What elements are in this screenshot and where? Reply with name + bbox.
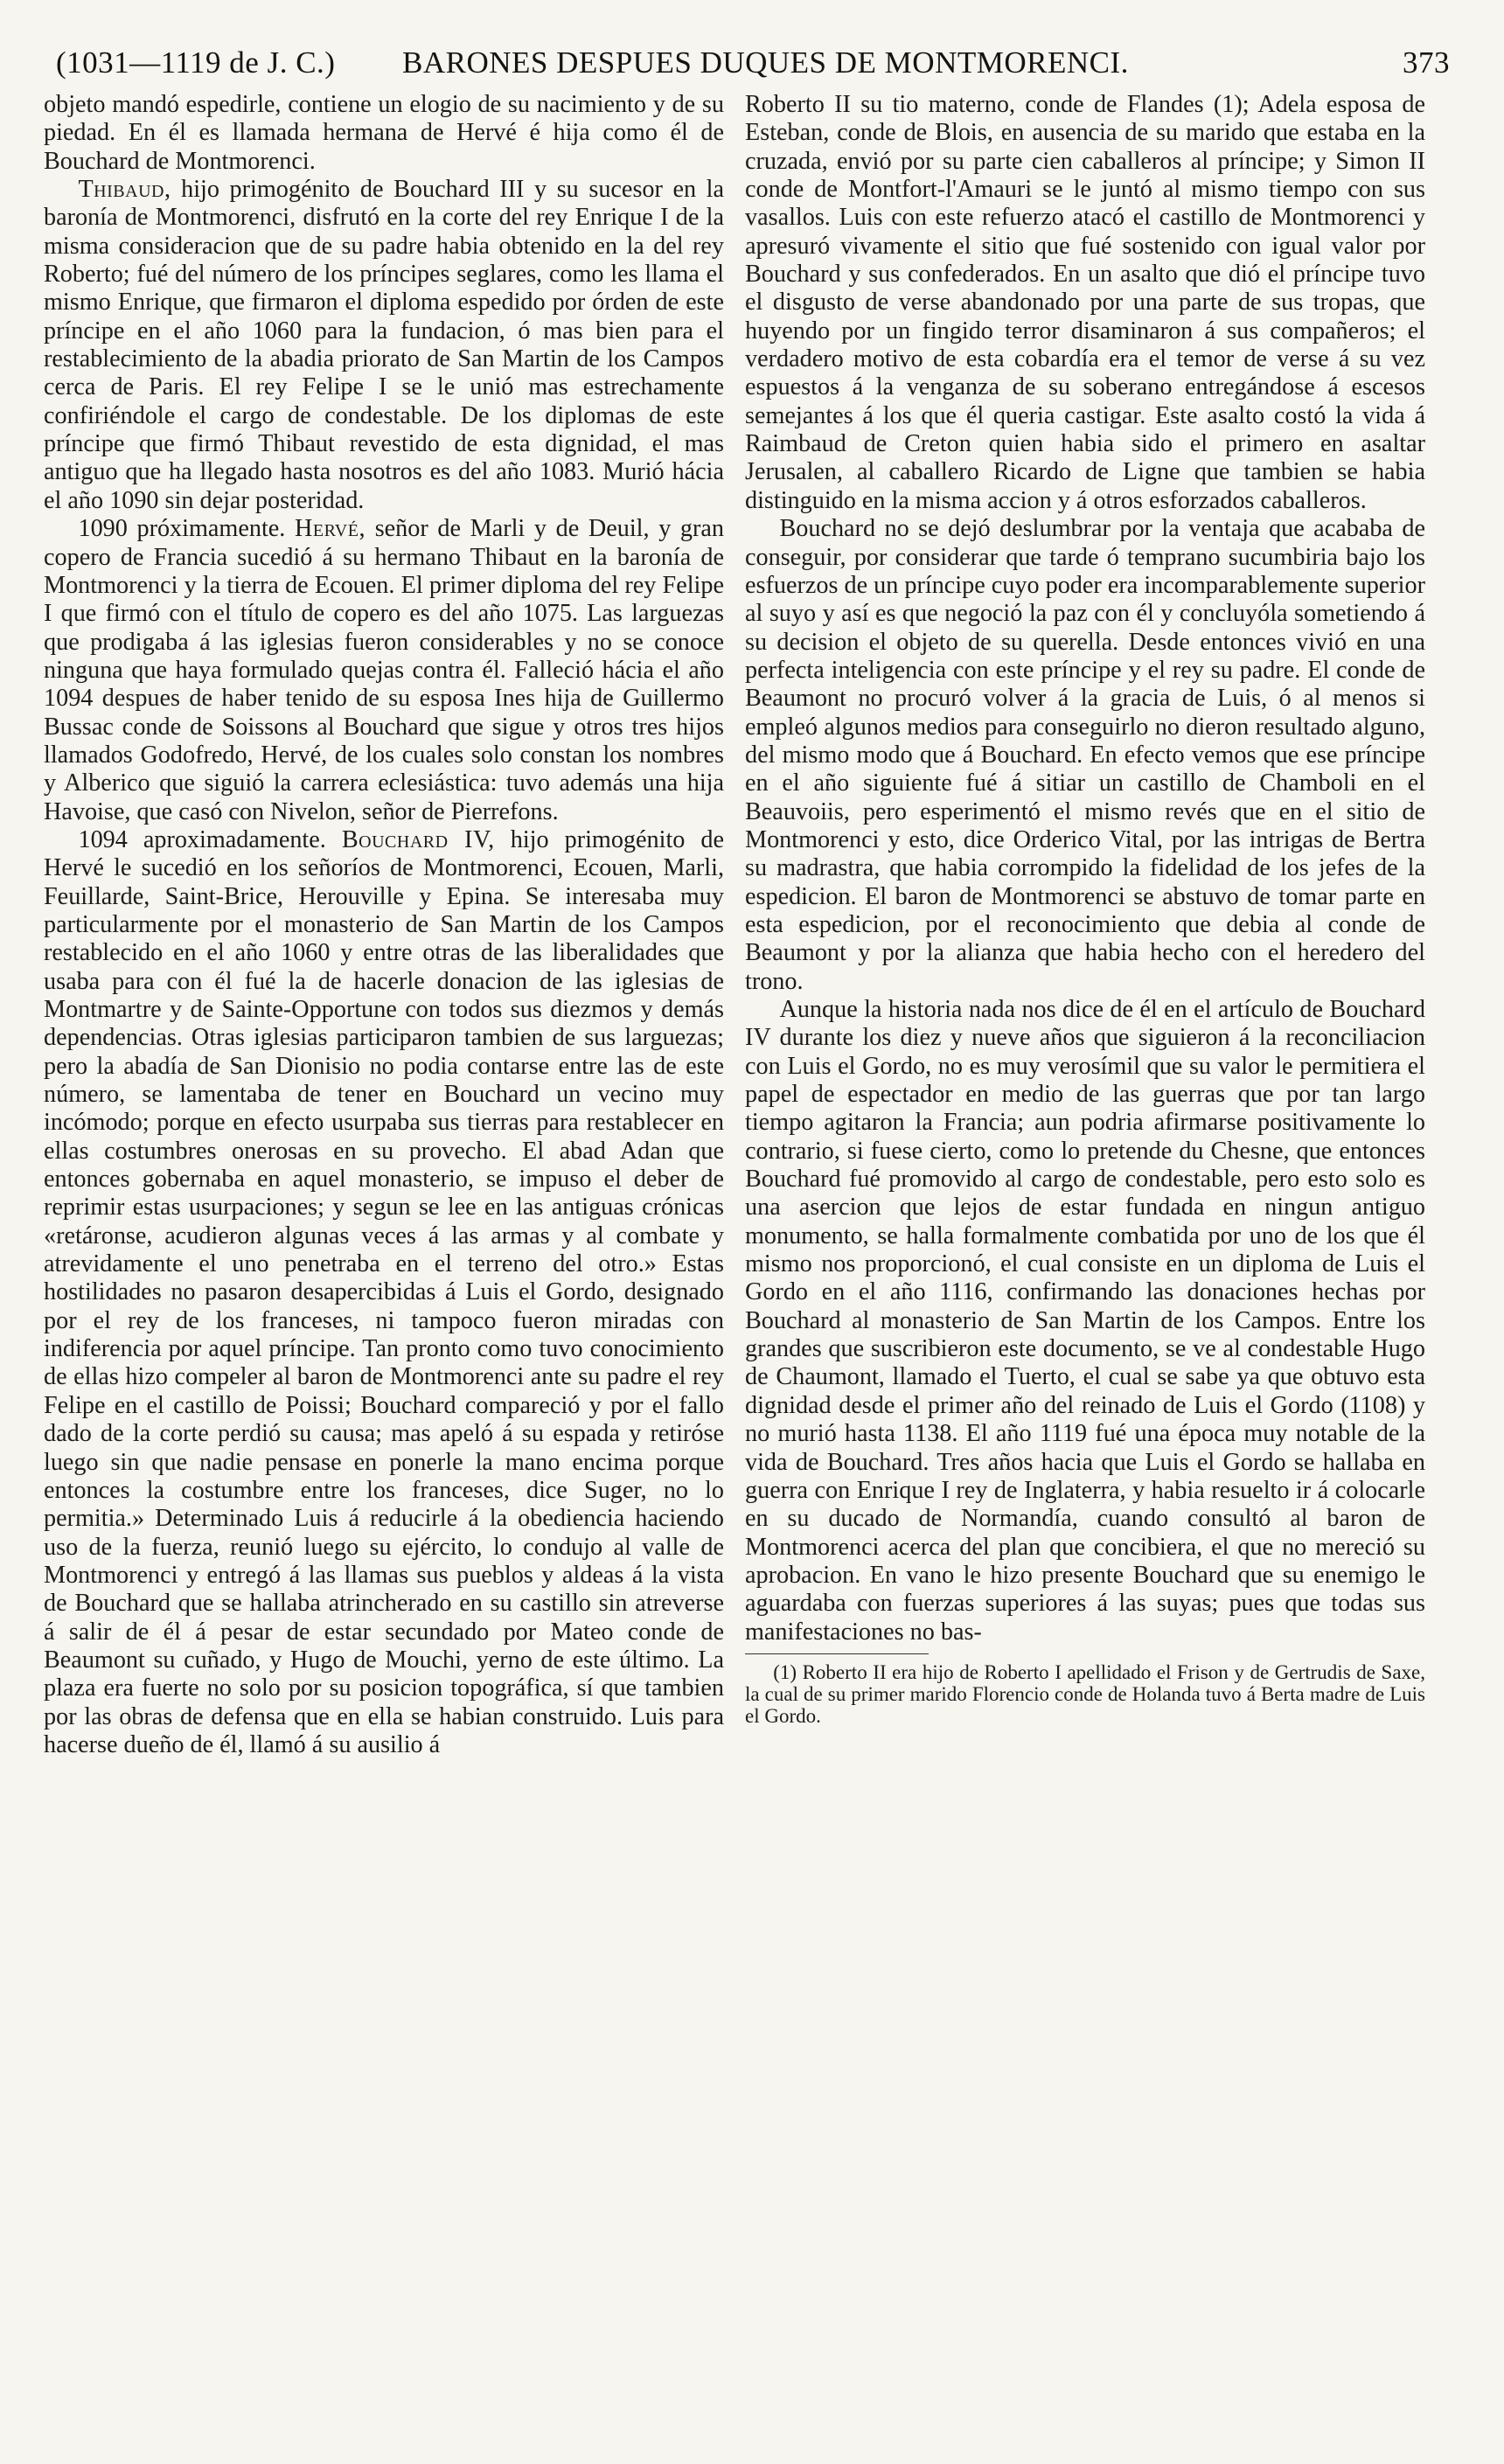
year-label: 1094 aproximadamente. [78, 825, 326, 853]
person-name: Bouchard IV, [341, 825, 495, 853]
header-title: BARONES DESPUES DUQUES DE MONTMORENCI. [402, 45, 1129, 80]
paragraph-text: señor de Marli y de Deuil, y gran copero de Francia sucedió á su hermano Thibaut en la baronía de Montmorenci y la tierra de Ecouen. El primer diploma del rey Felipe I que firmó con el título de copero es del año 1075. Las larguezas que prodigaba á las iglesias fueron considerables y no se conoce ninguna que haya formulado quejas contra él. Falleció hácia el año 1094 despues de haber tenido de su esposa Ines hija de Guillermo Bussac conde de Soissons al Bouchard que sigue y otros tres hijos llamados Godofredo, Hervé, de los cuales solo constan los nombres y Alberico que siguió la carrera eclesiástica: tuvo además una hija Havoise, que casó con Nivelon, señor de Pierrefons. [44, 515, 725, 825]
footnote: (1) Roberto II era hijo de Roberto I apellidado el Frison y de Gertrudis de Saxe, la cual de su primer marido Florencio conde de Holanda tuvo á Berta madre de Luis el Gordo. [745, 1660, 1425, 1727]
header-date-range: (1031—1119 de J. C.) [56, 45, 336, 80]
paragraph: Bouchard no se dejó deslumbrar por la ventaja que acababa de conseguir, por considerar que tarde ó temprano sucumbiria bajo los esfuerzos de un príncipe cuyo poder era incomparablemente superior al suyo y así es que negoció la paz con él y concluyóla sometiendo á su decision el objeto de su querella. Desde entonces vivió en una perfecta inteligencia con este príncipe y el rey su padre. El conde de Beaumont no procuró volver á la gracia de Luis, ó al menos si empleó algunos medios para conseguirlo no dieron resultado alguno, del mismo modo que á Bouchard. En efecto vemos que ese príncipe en el año siguiente fué á sitiar un castillo de Chamboli en el Beauvoiis, pero esperimentó el mismo revés que en el sitio de Montmorenci y esto, dice Orderico Vital, por las intrigas de Bertra su madrastra, que habia corrompido la fidelidad de los jefes de la espedicion. El baron de Montmorenci se abstuvo de tomar parte en esta espedicion, por el reconocimiento que debia al conde de Beaumont y por la alianza que habia hecho con el heredero del trono. [745, 515, 1425, 995]
person-name: Hervé, [295, 515, 366, 543]
footnote-divider [745, 1653, 929, 1654]
paragraph: Aunque la historia nada nos dice de él en el artículo de Bouchard IV durante los diez y nueve años que siguieron á la reconciliacion con Luis el Gordo, no es muy verosímil que su valor le permitiera el papel de espectador en medio de las guerras que por tan largo tiempo agitaron la Francia; aun podria afirmarse positivamente lo contrario, si fuese cierto, como lo pretende du Chesne, que entonces Bouchard fué promovido al cargo de condestable, pero esto solo es una asercion que lejos de estar fundada en ningun antiguo monumento, se halla formalmente combatida por uno de los que él mismo nos proporcionó, el cual consiste en un diploma de Luis el Gordo en el año 1116, confirmando las donaciones hechas por Bouchard al monasterio de San Martin de los Campos. Entre los grandes que suscribieron este documento, se ve al condestable Hugo de Chaumont, llamado el Tuerto, el cual se sabe ya que obtuvo esta dignidad desde el primer año del reinado de Luis el Gordo (1108) y no murió hasta 1138. El año 1119 fué una época muy notable de la vida de Bouchard. Tres años hacia que Luis el Gordo se hallaba en guerra con Enrique I rey de Inglaterra, y habia resuelto ir á colocarle en su ducado de Normandía, cuando consultó al baron de Montmorenci acerca del plan que concibiera, el que no mereció su aprobacion. En vano le hizo presente Bouchard que su enemigo le aguardaba con fuerzas superiores á las suyas; pues que todas sus manifestaciones no bas- [745, 996, 1425, 1646]
page-number: 373 [1403, 45, 1450, 80]
paragraph [44, 176, 724, 515]
left-column [44, 91, 724, 1759]
paragraph [44, 515, 724, 826]
paragraph-text: hijo primogénito de Bouchard III y su sucesor en la baronía de Montmorenci, disfrutó en la corte del rey Enrique I de la misma consideracion que de su padre habia obtenido en la del rey Roberto; fué del número de los príncipes seglares, como les llama el mismo Enrique, que firmaron el diploma espedido por órden de este príncipe en el año 1060 para la fundacion, ó mas bien para el restablecimiento de la abadia priorato de San Martin de los Campos cerca de Paris. El rey Felipe I se le unió mas estrechamente confiriéndole el cargo de condestable. De los diplomas de este príncipe que firmó Thibaut revestido de esta dignidad, el mas antiguo que ha llegado hasta nosotros es del año 1083. Murió hácia el año 1090 sin dejar posteridad. [44, 176, 725, 514]
right-column [745, 91, 1425, 1727]
running-header [56, 45, 1450, 86]
paragraph-text: hijo primogénito de Hervé le sucedió en los señoríos de Montmorenci, Ecouen, Marli, Feuillarde, Saint-Brice, Herouville y Epina. Se interesaba muy particularmente por el monasterio de San Martin de los Campos restablecido en el año 1060 y entre otras de las liberalidades que usaba para con él fué la de hacerle donacion de las iglesias de Montmartre y de Sainte-Opportune con todos sus diezmos y demás dependencias. Otras iglesias participaron tambien de sus larguezas; pero la abadía de San Dionisio no podia contarse entre las de este número, se lamentaba de tener en Bouchard un vecino muy incómodo; porque en efecto usurpaba sus tierras para restablecer en ellas costumbres onerosas en su provecho. El abad Adan que entonces gobernaba en aquel monasterio, se impuso el deber de reprimir estas usurpaciones; y segun se lee en las antiguas crónicas «retáronse, acudieron algunas veces á las armas y al combate y atrevidamente el uno penetraba en el terreno del otro.» Estas hostilidades no pasaron desapercibidas á Luis el Gordo, designado por el rey de los franceses, ni tampoco fueron miradas con indiferencia por aquel príncipe. Tan pronto como tuvo conocimiento de ellas hizo compeler al baron de Montmorenci ante su padre el rey Felipe en el castillo de Poissi; Bouchard compareció y por el fallo dado de la corte perdió su causa; mas apeló á su espada y retiróse luego sin que nadie pensase en ponerle la mano encima porque entonces la costumbre entre los franceses, dice Suger, no lo permitia.» Determinado Luis á reducirle á la obediencia haciendo uso de la fuerza, reunió luego su ejército, lo condujo al valle de Montmorenci y entregó á las llamas sus pueblos y aldeas á la vista de Bouchard que se hallaba atrincherado en su castillo sin atreverse á salir de él á pesar de estar secundado por Mateo conde de Beaumont su cuñado, y Hugo de Mouchi, yerno de este último. La plaza era fuerte no solo por su posicion topográfica, sí que tambien por las obras de defensa que en ella se habian construido. Luis para hacerse dueño de él, llamó á su ausilio á [44, 825, 724, 1758]
paragraph: objeto mandó espedirle, contiene un elogio de su nacimiento y de su piedad. En él es llamada hermana de Hervé é hija como él de Bouchard de Montmorenci. [44, 91, 724, 175]
person-name: Thibaud, [78, 176, 171, 204]
paragraph [44, 826, 724, 1759]
paragraph: Roberto II su tio materno, conde de Flandes (1); Adela esposa de Esteban, conde de Blois, en ausencia de su marido que estaba en la cruzada, envió por su parte cien caballeros al príncipe; y Simon II conde de Montfort-l'Amauri se le juntó al mismo tiempo con sus vasallos. Luis con este refuerzo atacó el castillo de Montmorenci y apresuró vivamente el sitio que fué sostenido con igual valor por Bouchard y sus confederados. En un asalto que dió el príncipe tuvo el disgusto de verse abandonado por una parte de sus tropas, que huyendo por un fingido terror disaminaron á sus compañeros; el verdadero motivo de esta cobardía era el temor de verse á su vez espuestos á la venganza de su soberano entregándose á escesos semejantes á los que él queria castigar. Este asalto costó la vida á Raimbaud de Creton quien habia sido el primero en asaltar Jerusalen, al caballero Ricardo de Ligne que tambien se habia distinguido en la misma accion y á otros esforzados caballeros. [745, 91, 1425, 514]
year-label: 1090 próximamente. [78, 515, 286, 543]
